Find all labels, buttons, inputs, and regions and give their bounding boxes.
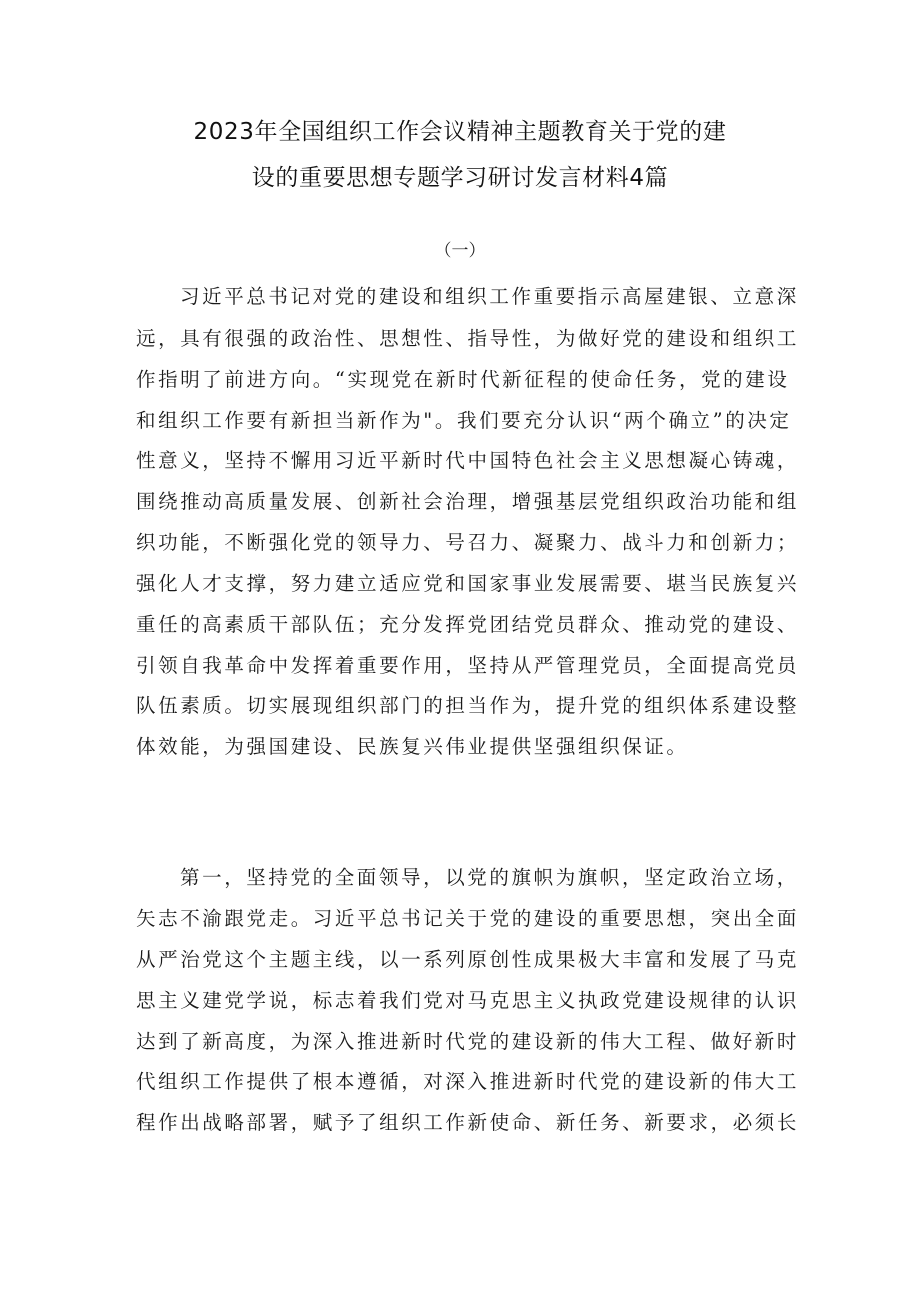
document-title-line-1: 2023年全国组织工作会议精神主题教育关于党的建 xyxy=(193,119,727,145)
paragraph-line: 矢志不渝跟党走。习近平总书记关于党的建设的重要思想，突出全面 xyxy=(136,907,800,930)
paragraph-line: 队伍素质。切实展现组织部门的担当作为，提升党的组织体系建设整 xyxy=(136,694,800,717)
paragraph-line: 远，具有很强的政治性、思想性、指导性，为做好党的建设和组织工 xyxy=(136,327,800,350)
paragraph-line: 程作出战略部署，赋予了组织工作新使命、新任务、新要求，必须长 xyxy=(136,1111,800,1134)
paragraph-line: 织功能，不断强化党的领导力、号召力、凝聚力、战斗力和创新力； xyxy=(136,531,800,554)
paragraph-line: 性意义，坚持不懈用习近平新时代中国特色社会主义思想凝心铸魂， xyxy=(136,449,800,472)
paragraph-line: 强化人才支撑，努力建立适应党和国家事业发展需要、堪当民族复兴 xyxy=(136,572,800,595)
paragraph-line: 代组织工作提供了根本遵循，对深入推进新时代党的建设新的伟大工 xyxy=(136,1070,800,1093)
paragraph-line: 思主义建党学说，标志着我们党对马克思主义执政党建设规律的认识 xyxy=(136,989,800,1012)
document-title-line-2: 设的重要思想专题学习研讨发言材料4篇 xyxy=(251,165,669,191)
paragraph-line: 从严治党这个主题主线，以一系列原创性成果极大丰富和发展了马克 xyxy=(136,948,800,971)
paragraph-line: 围绕推动高质量发展、创新社会治理，增强基层党组织政治功能和组 xyxy=(136,490,800,513)
paragraph-line: 作指明了前进方向。“实现党在新时代新征程的使命任务，党的建设 xyxy=(136,368,790,391)
section-number: （一） xyxy=(434,241,486,261)
paragraph-line: 习近平总书记对党的建设和组织工作重要指示高屋建银、立意深 xyxy=(180,285,799,308)
paragraph-line: 第一，坚持党的全面领导，以党的旗帜为旗帜，坚定政治立场， xyxy=(180,866,799,889)
paragraph-line: 重任的高素质干部队伍；充分发挥党团结党员群众、推动党的建设、 xyxy=(136,613,800,636)
paragraph-line: 体效能，为强国建设、民族复兴伟业提供坚强组织保证。 xyxy=(136,735,689,758)
paragraph-line: 引领自我革命中发挥着重要作用，坚持从严管理党员，全面提高党员 xyxy=(136,654,800,677)
paragraph-line: 和组织工作要有新担当新作为"。我们要充分认识“两个确立”的决定 xyxy=(136,409,792,432)
paragraph-line: 达到了新高度，为深入推进新时代党的建设新的伟大工程、做好新时 xyxy=(136,1030,800,1053)
